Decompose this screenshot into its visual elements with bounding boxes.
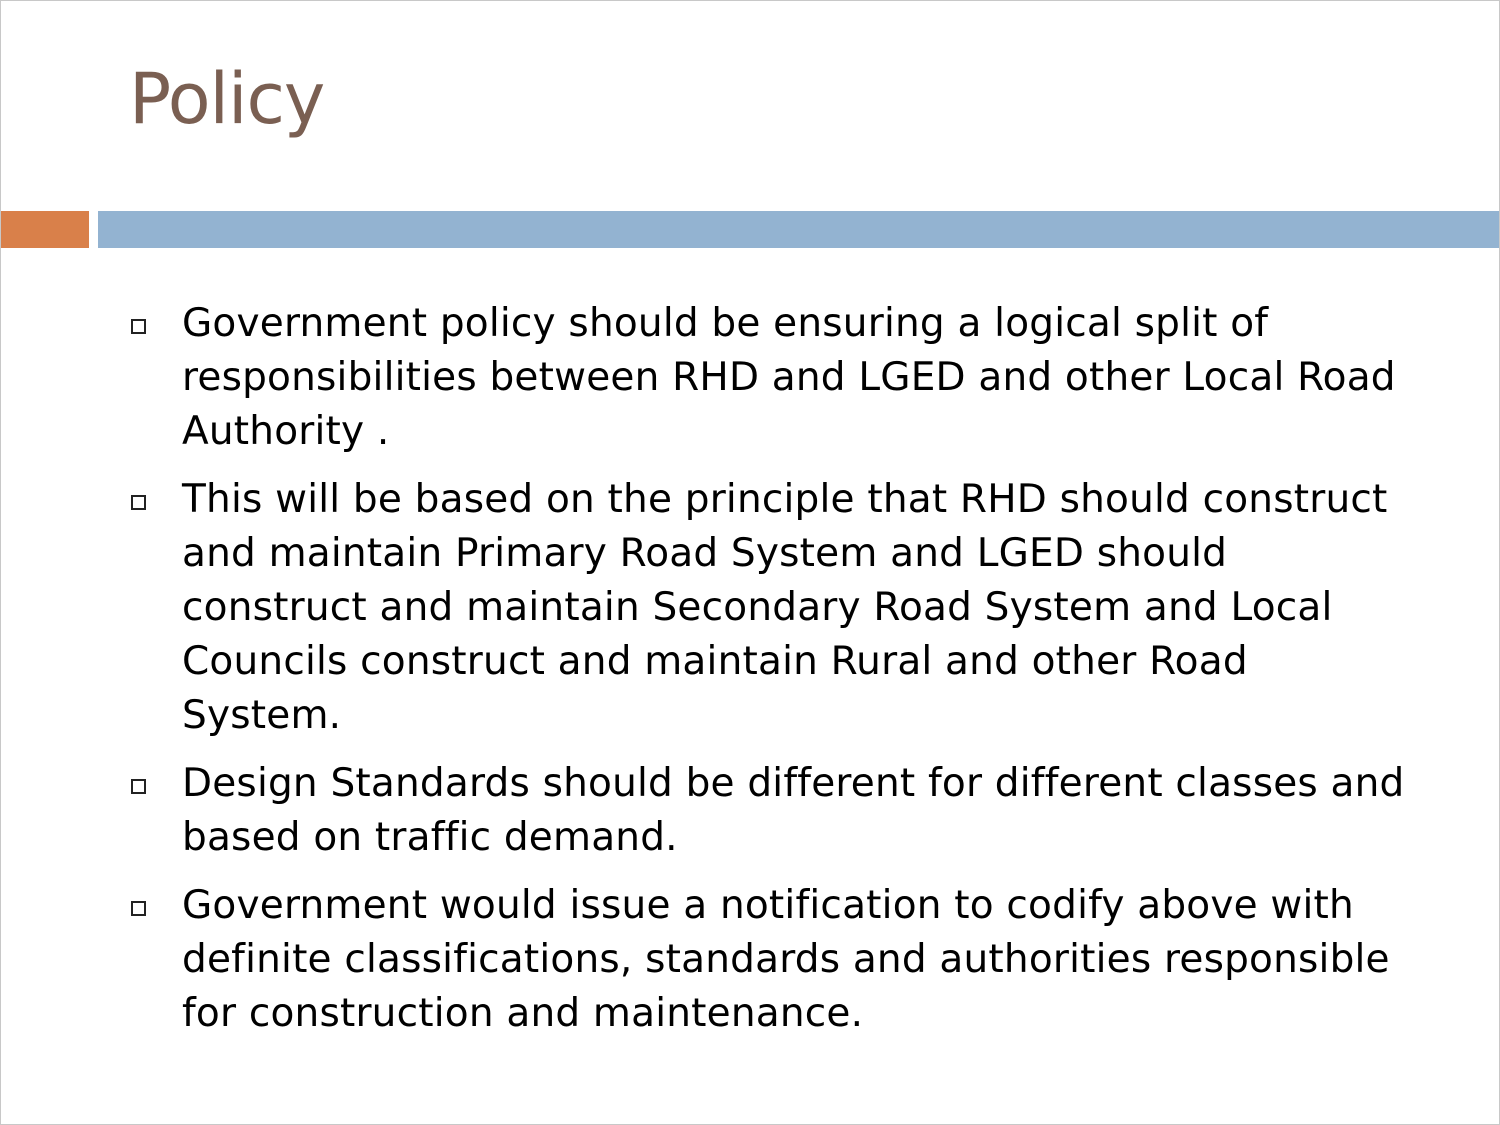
slide-title: Policy [129, 58, 325, 140]
bullet-item [129, 297, 1409, 459]
square-bullet-icon [131, 319, 146, 334]
bullet-item [129, 473, 1409, 743]
square-bullet-icon [131, 495, 146, 510]
title-accent-bar [1, 211, 89, 248]
bullet-text: This will be based on the principle that RHD should construct and maintain Primary Road System and LGED should construct and maintain Secondary Road System and Local Councils construct and maintain Rural and other Road System. [182, 477, 1388, 738]
bullet-list [129, 297, 1409, 1055]
bullet-text: Government policy should be ensuring a logical split of responsibilities between RHD and LGED and other Local Road Authority . [182, 301, 1396, 454]
bullet-item [129, 757, 1409, 865]
bullet-text: Government would issue a notification to codify above with definite classifications, standards and authorities responsible for construction and maintenance. [182, 883, 1390, 1036]
bullet-item [129, 879, 1409, 1041]
title-rule-bar [98, 211, 1500, 248]
bullet-text: Design Standards should be different for different classes and based on traffic demand. [182, 761, 1405, 860]
square-bullet-icon [131, 901, 146, 916]
square-bullet-icon [131, 779, 146, 794]
